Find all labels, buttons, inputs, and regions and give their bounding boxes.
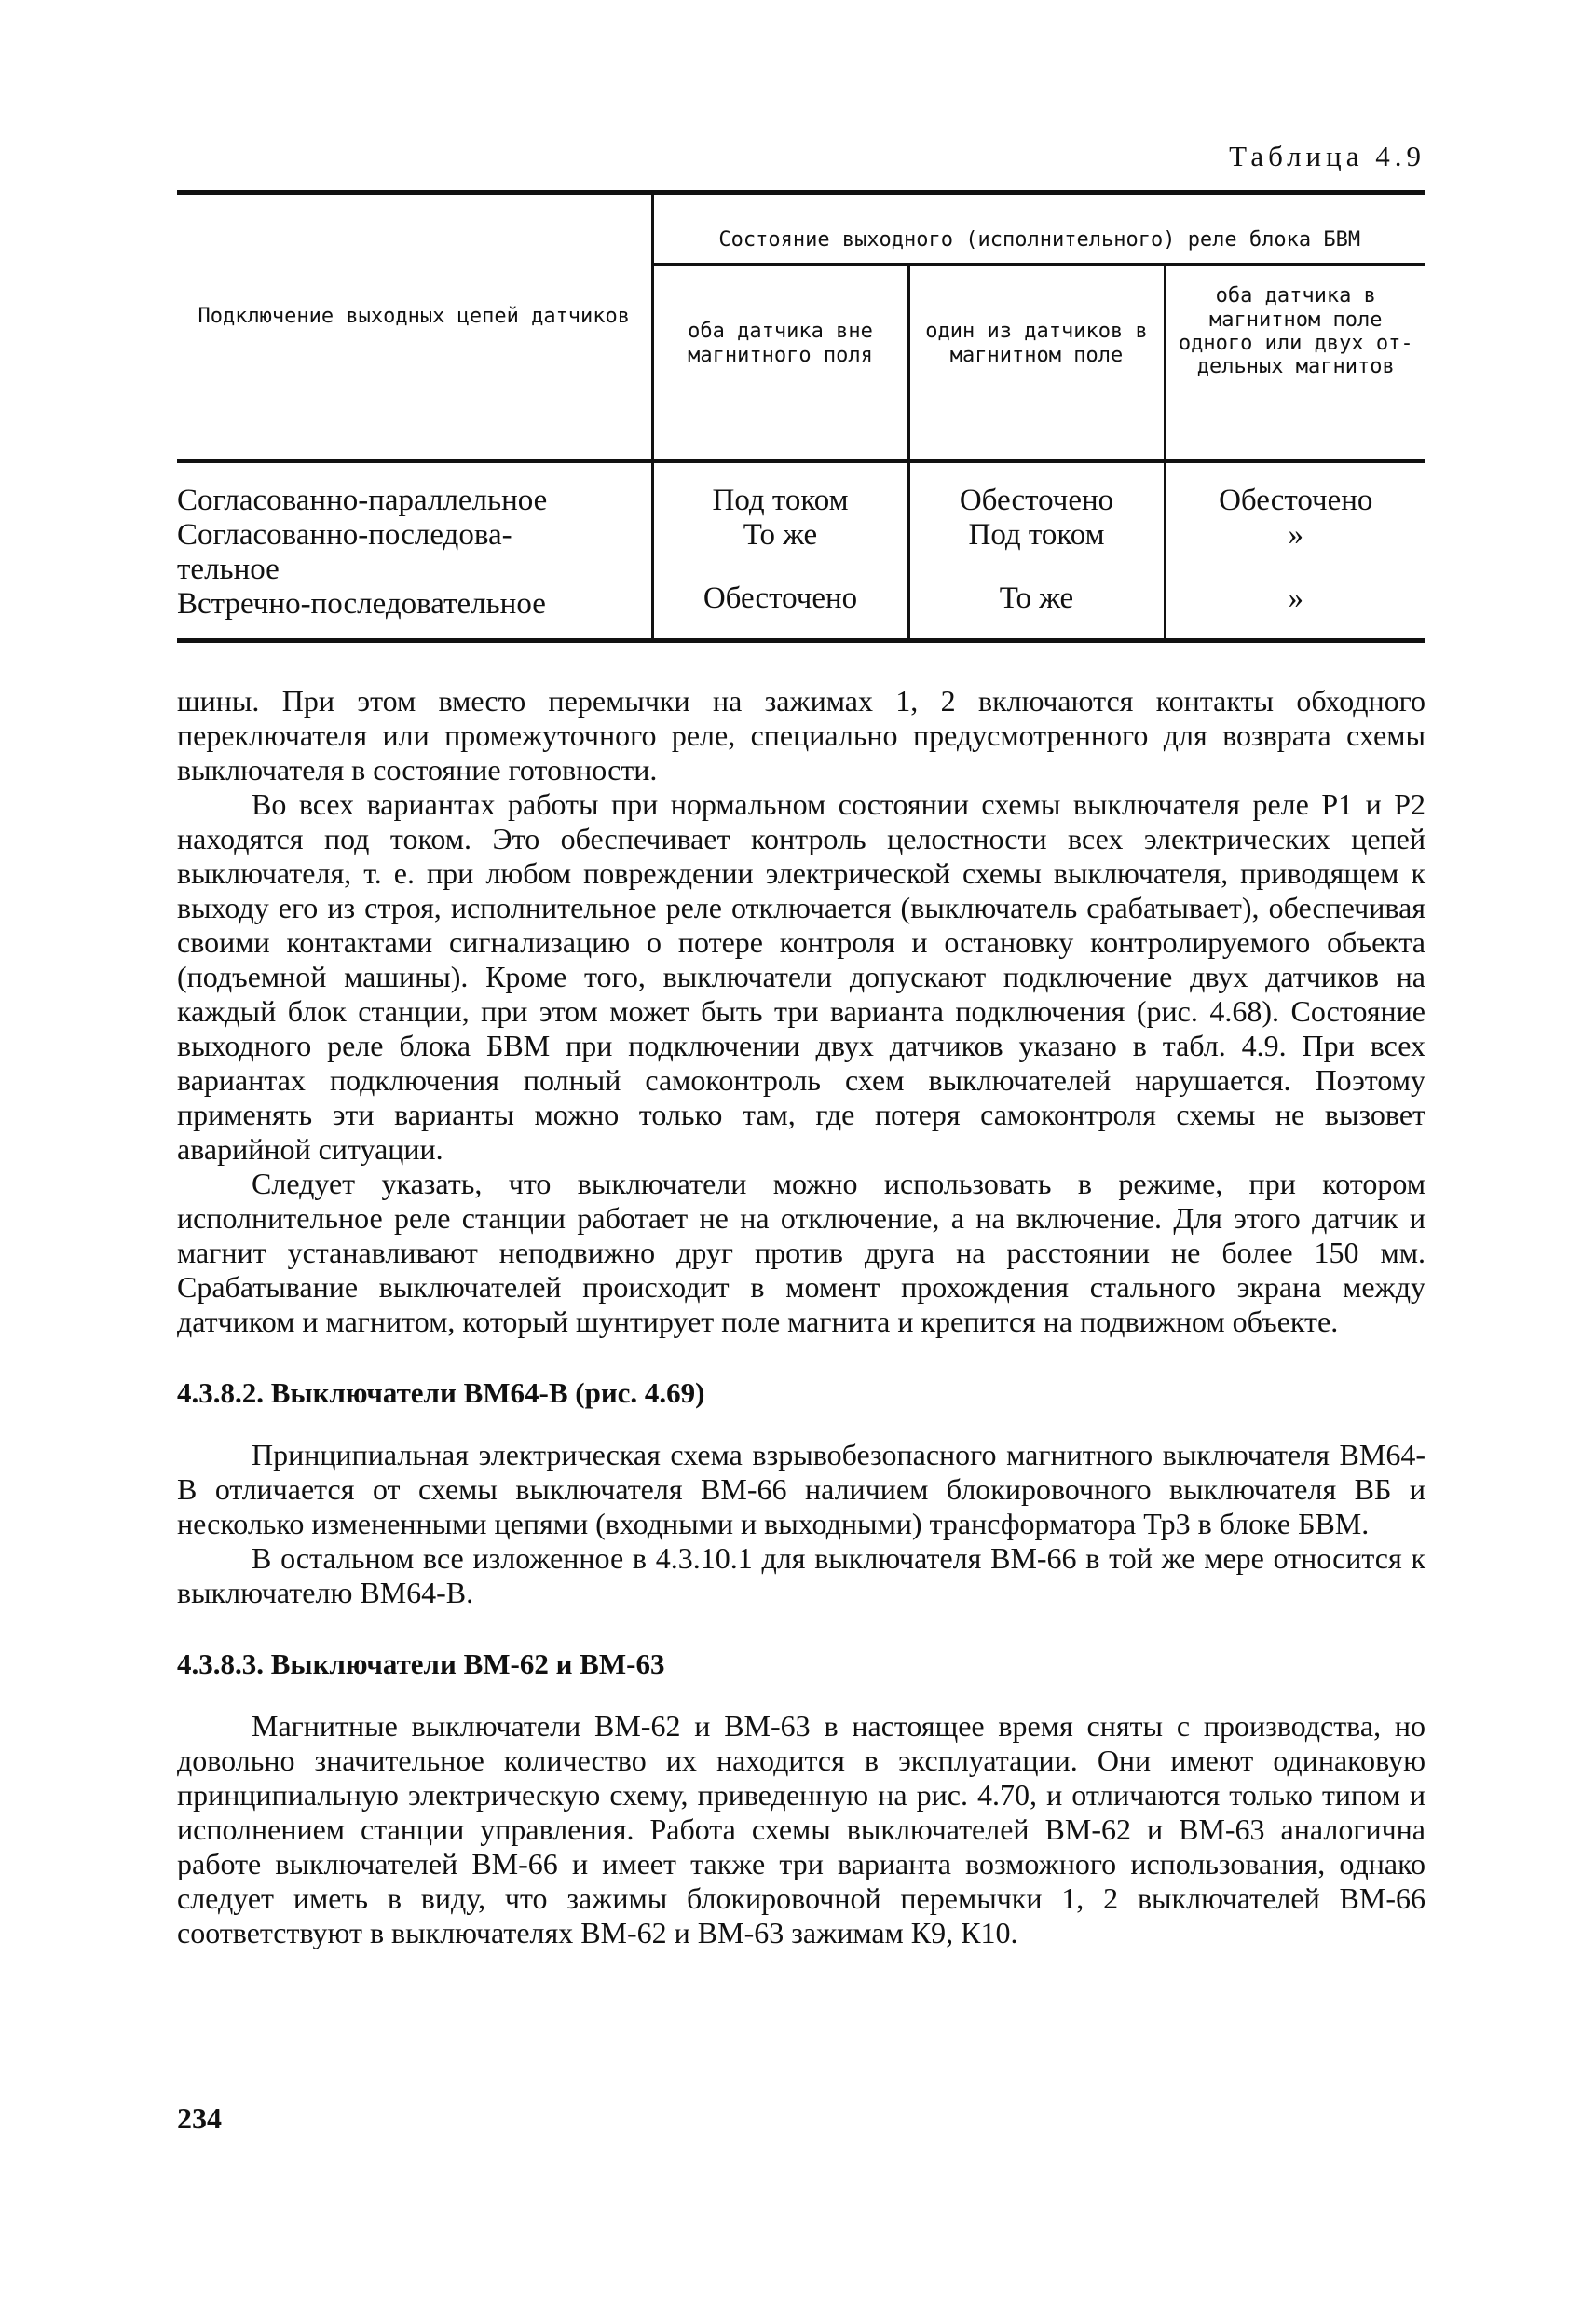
stub-column — [177, 461, 652, 641]
row-2-cell-1: То же — [743, 518, 818, 553]
row-2-cell-3: » — [1288, 518, 1303, 553]
paragraph-4: Принципиальная электрическая схема взрывобезопасного магнитного выключателя ВМ64-В отличается от схемы выключателя ВМ-66 наличием блокировочного выключателя ВБ и несколько измененными цепями (входными и выходными) трансформатора Тр3 в блоке БВМ. — [177, 1438, 1425, 1541]
group-header: Состояние выходного (исполнительного) реле блока БВМ — [652, 193, 1425, 265]
row-2-stub-line-2: тельное — [177, 553, 280, 587]
section-heading-4-3-8-2: 4.3.8.2. Выключатели ВМ64-В (рис. 4.69) — [177, 1376, 705, 1410]
sub-header-2: один из датчиков в магнитном поле — [908, 265, 1165, 462]
row-3-cell-3: » — [1288, 581, 1303, 616]
stub-header: Подключение выходных цепей датчиков — [198, 305, 631, 328]
column-1-cells — [652, 461, 908, 641]
row-2-stub-line-1: Согласованно-последова- — [177, 518, 512, 553]
row-1-cell-1: Под током — [712, 484, 849, 518]
table-4-9 — [177, 190, 1425, 643]
row-1-cell-3: Обесточено — [1219, 484, 1373, 518]
row-3-cell-1: Обесточено — [703, 581, 858, 616]
column-3-cells — [1165, 461, 1425, 641]
sub-header-1: оба датчика вне магнитного поля — [652, 265, 908, 462]
column-2-cells — [908, 461, 1165, 641]
paragraph-1: шины. При этом вместо перемычки на зажимах 1, 2 включаются контакты обходного переключателя или промежуточного реле, специально предусмотренного для возврата схемы выключателя в состояние готовности. — [177, 684, 1425, 787]
row-1-cell-2: Обесточено — [959, 484, 1114, 518]
paragraph-2: Во всех вариантах работы при нормальном состоянии схемы выключателя реле Р1 и Р2 находятся под током. Это обеспечивает контроль целостности всех электрических цепей выключателя, т. е. при любом повреждении электрической схемы выключателя, приводящем к выходу его из строя, исполнительное реле отключается (выключатель срабатывает), обеспечивая своими контактами сигнализацию о потере контроля и остановку контролируемого объекта (подъемной машины). Кроме того, выключатели допускают подключение двух датчиков на каждый блок станции, при этом может быть три варианта подключения (рис. 4.68). Состояние выходного реле блока БВМ при подключении двух датчиков указано в табл. 4.9. При всех вариантах подключения полный самоконтроль схем выключателей нарушается. Поэтому применять эти варианты можно только там, где потеря самоконтроля схемы не вызовет аварийной ситуации. — [177, 787, 1425, 1167]
table-label: Таблица 4.9 — [1229, 140, 1425, 172]
page-number: 234 — [177, 2101, 222, 2135]
row-3-cell-2: То же — [999, 581, 1074, 616]
paragraph-5: В остальном все изложенное в 4.3.10.1 для выключателя ВМ-66 в той же мере относится к выключателю ВМ64-В. — [177, 1541, 1425, 1610]
page — [177, 140, 1425, 1950]
sub-header-3: оба датчика в магнитном поле одного или двух отдельных магнитов — [1165, 265, 1425, 462]
section-heading-4-3-8-3: 4.3.8.3. Выключатели ВМ-62 и ВМ-63 — [177, 1648, 665, 1681]
row-2-cell-2: Под током — [968, 518, 1105, 553]
body-text — [177, 684, 1425, 1950]
row-1-stub: Согласованно-параллельное — [177, 484, 548, 518]
paragraph-3: Следует указать, что выключатели можно использовать в режиме, при котором исполнительное реле станции работает не на отключение, а на включение. Для этого датчик и магнит устанавливают неподвижно друг против друга на расстоянии не более 150 мм. Срабатывание выключателей происходит в момент прохождения стального экрана между датчиком и магнитом, который шунтирует поле магнита и крепится на подвижном объекте. — [177, 1167, 1425, 1339]
paragraph-6: Магнитные выключатели ВМ-62 и ВМ-63 в настоящее время сняты с производства, но довольно значительное количество их находится в эксплуатации. Они имеют одинаковую принципиальную электрическую схему, приведенную на рис. 4.70, и отличаются только типом и исполнением станции управления. Работа схемы выключателей ВМ-62 и ВМ-63 аналогична работе выключателей ВМ-66 и имеет также три варианта возможного использования, однако следует иметь в виду, что зажимы блокировочной перемычки 1, 2 выключателей ВМ-66 соответствуют в выключателях ВМ-62 и ВМ-63 зажимам К9, К10. — [177, 1709, 1425, 1950]
row-3-stub: Встречно-последовательное — [177, 587, 546, 622]
